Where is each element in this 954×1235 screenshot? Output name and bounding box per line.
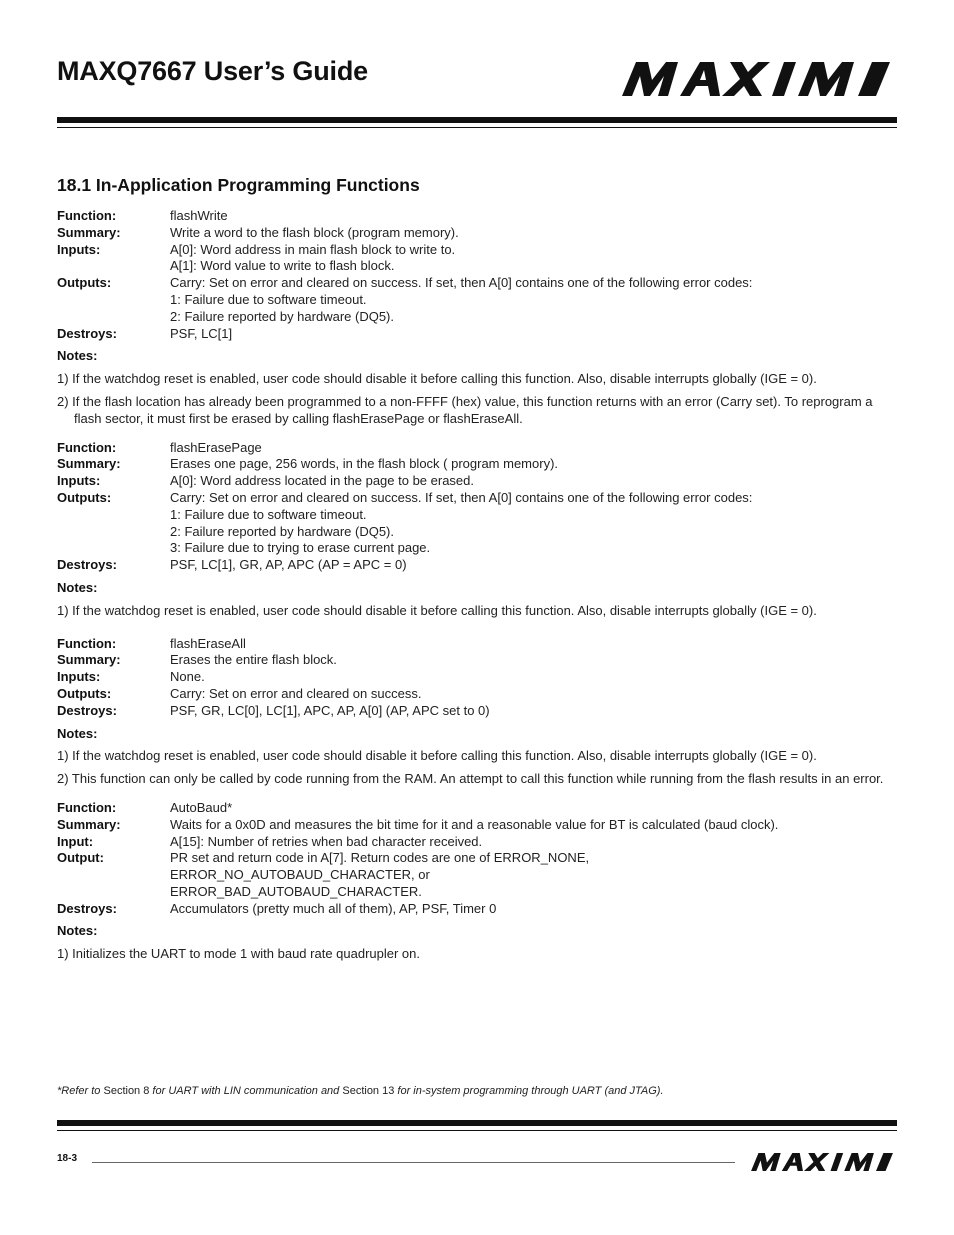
notes-label: Notes: [57,579,98,595]
field-row [57,850,897,900]
note-item: 1) If the watchdog reset is enabled, user code should disable it before calling this function. Also, disable interrupts globally (IGE = 0). [57,371,817,387]
value-line: flashErasePage [170,439,262,455]
value-line: PSF, LC[1], GR, AP, APC (AP = APC = 0) [170,557,407,573]
field-label: Destroys: [57,325,117,341]
maxim-logo-footer [750,1153,894,1171]
field-label: Outputs: [57,685,112,701]
field-row [57,242,897,276]
value-line: 2: Failure reported by hardware (DQ5). [170,308,394,324]
field-row [57,669,897,686]
field-label: Summary: [57,456,121,472]
field-value [170,242,897,276]
field-value [170,636,897,653]
field-label: Function: [57,439,117,455]
notes-label: Notes: [57,923,98,939]
value-line: ERROR_BAD_AUTOBAUD_CHARACTER. [170,883,422,899]
note-item: 2) If the flash location has already been programmed to a non-FFFF (hex) value, this function returns with an error (Carry set). To reprogram a flash sector, it must first be erased by calling flashErasePage or flashEraseAll. [57,393,873,426]
field-label: Outputs: [57,489,112,505]
value-line: 2: Failure reported by hardware (DQ5). [170,523,394,539]
value-line: Carry: Set on error and cleared on success. If set, then A[0] contains one of the following error codes: [170,489,753,505]
field-row [57,557,897,574]
field-row [57,800,897,817]
section-heading: 18.1 In-Application Programming Functions [57,175,420,195]
value-line: 3: Failure due to trying to erase current page. [170,540,431,556]
field-label: Destroys: [57,557,117,573]
value-line: A[1]: Word value to write to flash block. [170,258,395,274]
field-label: Output: [57,850,104,866]
value-line: None. [170,669,205,685]
field-row [57,225,897,242]
footnote-text: *Refer to [57,1085,101,1097]
footnote-text: for UART with LIN communication and [152,1085,340,1097]
maxim-logo [622,62,890,96]
field-label: Destroys: [57,900,117,916]
function-block [57,208,897,428]
value-line: Carry: Set on error and cleared on success. [170,685,422,701]
note-item: 1) If the watchdog reset is enabled, user code should disable it before calling this function. Also, disable interrupts globally (IGE = 0). [57,602,817,618]
value-line: 1: Failure due to software timeout. [170,506,367,522]
field-label: Summary: [57,652,121,668]
field-row [57,208,897,225]
field-row [57,834,897,851]
field-value [170,686,897,703]
field-value [170,800,897,817]
field-label: Function: [57,799,117,815]
value-line: 1: Failure due to software timeout. [170,291,367,307]
field-label: Inputs: [57,241,101,257]
field-label: Function: [57,208,117,223]
field-row [57,703,897,720]
field-value [170,817,897,834]
value-line: Carry: Set on error and cleared on success. If set, then A[0] contains one of the following error codes: [170,275,753,291]
field-label: Summary: [57,816,121,832]
value-line: Erases the entire flash block. [170,652,337,668]
field-row [57,473,897,490]
value-line: A[0]: Word address in main flash block to write to. [170,241,456,257]
footer-rule-thick [57,1120,897,1126]
field-row [57,275,897,325]
note-item: 1) Initializes the UART to mode 1 with baud rate quadrupler on. [57,946,421,962]
field-label: Inputs: [57,473,101,489]
field-value [170,557,897,574]
value-line: AutoBaud* [170,799,233,815]
field-row [57,456,897,473]
field-label: Destroys: [57,702,117,718]
field-value [170,703,897,720]
field-value [170,275,897,325]
field-value [170,473,897,490]
field-row [57,490,897,557]
value-line: A[15]: Number of retries when bad character received. [170,833,483,849]
note-item: 2) This function can only be called by code running from the RAM. An attempt to call this function while running from the flash results in an error. [57,771,884,787]
footnote-text: for in-system programming through UART (and JTAG). [397,1085,664,1097]
footnote [57,1085,664,1097]
field-value [170,225,897,242]
field-value [170,834,897,851]
field-value [170,456,897,473]
function-block [57,440,897,620]
field-row [57,901,897,918]
notes-label: Notes: [57,725,98,741]
document-title: MAXQ7667 User’s Guide [57,56,368,86]
footer-rule-thin [57,1130,897,1131]
field-row [57,636,897,653]
header-rule-thick [57,117,897,123]
field-value [170,901,897,918]
field-value [170,652,897,669]
value-line: Erases one page, 256 words, in the flash block ( program memory). [170,456,559,472]
value-line: ERROR_NO_AUTOBAUD_CHARACTER, or [170,867,430,883]
field-value [170,440,897,457]
field-label: Input: [57,833,94,849]
footnote-section-ref: Section 8 [103,1085,150,1097]
function-block [57,636,897,788]
footnote-section-ref: Section 13 [342,1085,395,1097]
value-line: PR set and return code in A[7]. Return codes are one of ERROR_NONE, [170,850,590,866]
field-row [57,326,897,343]
value-line: flashEraseAll [170,635,246,651]
field-label: Inputs: [57,669,101,685]
value-line: PSF, LC[1] [170,325,233,341]
value-line: Accumulators (pretty much all of them), AP, PSF, Timer 0 [170,900,497,916]
value-line: flashWrite [170,208,228,223]
field-value [170,669,897,686]
function-block [57,800,897,963]
field-row [57,440,897,457]
field-value [170,326,897,343]
field-value [170,490,897,557]
value-line: A[0]: Word address located in the page to be erased. [170,473,475,489]
field-label: Function: [57,635,117,651]
footer-divider [92,1162,735,1163]
field-row [57,817,897,834]
function-reference [57,208,897,969]
field-row [57,686,897,703]
field-value [170,850,897,900]
value-line: Waits for a 0x0D and measures the bit time for it and a reasonable value for BT is calculated (baud clock). [170,816,779,832]
header-rule-thin [57,127,897,128]
notes-label: Notes: [57,348,98,364]
value-line: PSF, GR, LC[0], LC[1], APC, AP, A[0] (AP, APC set to 0) [170,702,490,718]
field-value [170,208,897,225]
field-label: Outputs: [57,275,112,291]
field-row [57,652,897,669]
field-label: Summary: [57,224,121,240]
note-item: 1) If the watchdog reset is enabled, user code should disable it before calling this function. Also, disable interrupts globally (IGE = 0). [57,748,817,764]
page-number: 18-3 [57,1153,78,1164]
value-line: Write a word to the flash block (program memory). [170,224,459,240]
